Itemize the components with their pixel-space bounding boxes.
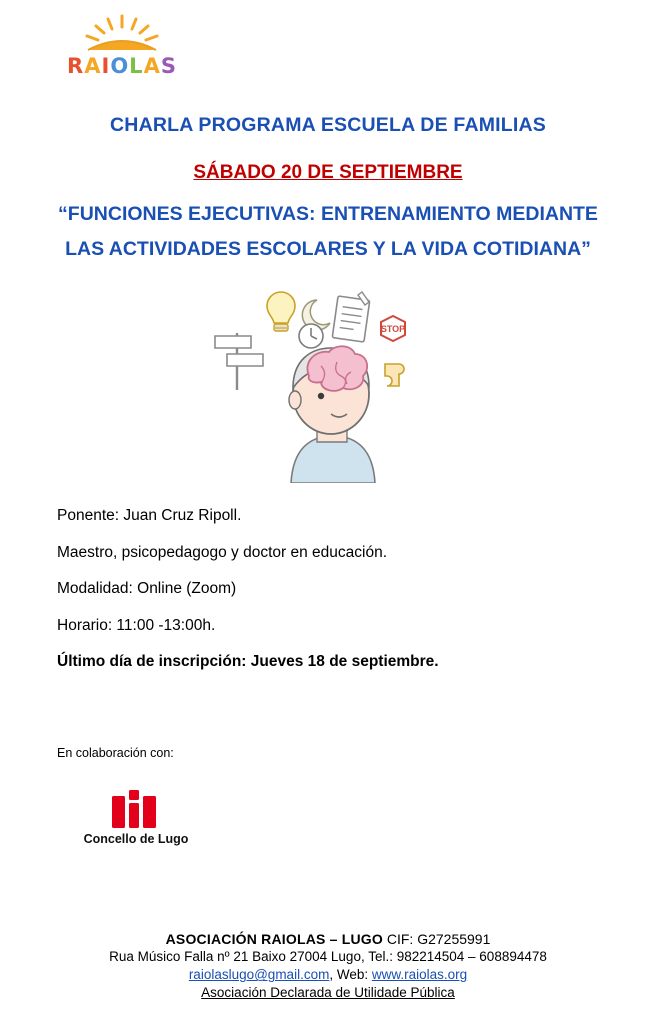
footer-email-link[interactable]: raiolaslugo@gmail.com	[188, 967, 330, 983]
logo-letter-a2: A	[143, 54, 161, 78]
detail-modality: Modalidad: Online (Zoom)	[57, 580, 237, 597]
footer-contact-separator: ,	[329, 967, 337, 983]
stop-sign-icon	[381, 316, 405, 341]
logo-letter-s: S	[160, 54, 177, 78]
footer-contact-line	[0, 966, 656, 984]
collaboration-entity: Concello de Lugo	[83, 832, 189, 846]
lugo-tower-icon	[106, 790, 164, 828]
footer	[0, 930, 656, 1002]
event-topic-line2: LAS ACTIVIDADES ESCOLARES Y LA VIDA COTIDIANA”	[65, 238, 591, 260]
detail-speaker: Ponente: Juan Cruz Ripoll.	[57, 507, 242, 524]
svg-text:STOP: STOP	[380, 324, 406, 334]
concello-de-lugo-logo	[76, 790, 196, 860]
footer-declaration: Asociación Declarada de Utilidade Pública	[201, 985, 455, 1001]
detail-schedule: Horario: 11:00 -13:00h.	[57, 616, 216, 634]
footer-address: Rua Músico Falla nº 21 Baixo 27004 Lugo, Tel.: 982214504 – 608894478	[109, 949, 547, 965]
child-figure	[289, 346, 375, 483]
event-topic-line1: “FUNCIONES EJECUTIVAS: ENTRENAMIENTO MEDIANTE	[58, 203, 598, 225]
detail-deadline: Último día de inscripción: Jueves 18 de septiembre.	[57, 653, 439, 670]
footer-web-label: Web:	[336, 967, 369, 983]
logo-letter-l: L	[129, 54, 144, 78]
logo-letter-i: I	[101, 54, 111, 78]
lightbulb-icon	[267, 292, 295, 331]
logo-wordmark	[52, 56, 192, 77]
footer-organization: ASOCIACIÓN RAIOLAS – LUGO	[165, 931, 383, 947]
logo-letter-o: O	[110, 54, 130, 78]
signpost-icon	[215, 333, 263, 390]
clock-icon	[299, 324, 323, 348]
checklist-icon	[332, 292, 370, 342]
logo-letter-r: R	[67, 54, 85, 78]
event-date: SÁBADO 20 DE SEPTIEMBRE	[193, 162, 463, 183]
footer-web-link[interactable]: www.raiolas.org	[371, 967, 468, 983]
detail-credentials: Maestro, psicopedagogo y doctor en educación.	[57, 543, 388, 561]
footer-cif: CIF: G27255991	[386, 931, 491, 947]
event-details	[57, 508, 617, 691]
raiolas-logo	[52, 14, 192, 86]
logo-letter-a1: A	[84, 54, 102, 78]
puzzle-piece-icon	[385, 364, 404, 386]
page-title: CHARLA PROGRAMA ESCUELA DE FAMILIAS	[110, 114, 546, 136]
sun-rays-icon	[74, 14, 170, 54]
child-brain-executive-functions-illustration	[205, 278, 445, 483]
footer-organization-line	[0, 930, 656, 948]
collaboration-label: En colaboración con:	[57, 746, 174, 760]
